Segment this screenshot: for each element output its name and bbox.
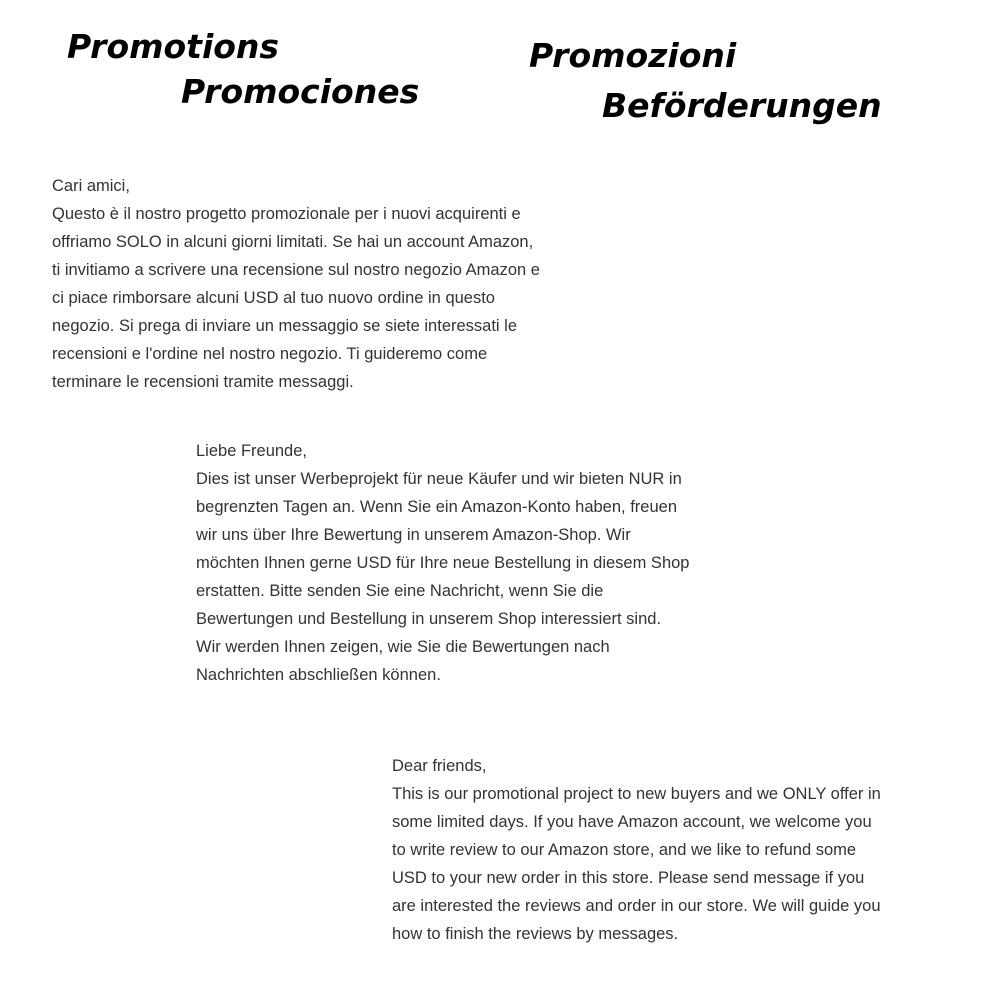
german-line: begrenzten Tagen an. Wenn Sie ein Amazon-Konto haben, freuen (196, 498, 677, 516)
english-line: to write review to our Amazon store, and we like to refund some (392, 841, 857, 859)
german-line: wir uns über Ihre Bewertung in unserem Amazon-Shop. Wir (196, 526, 631, 544)
german-line: Bewertungen und Bestellung in unserem Shop interessiert sind. (196, 610, 662, 628)
german-body (196, 465, 756, 689)
english-message (392, 752, 952, 948)
italian-line: terminare le recensioni tramite messaggi. (52, 373, 354, 391)
english-line: are interested the reviews and order in our store. We will guide you (392, 897, 881, 915)
english-line: USD to your new order in this store. Please send message if you (392, 869, 865, 887)
italian-line: recensioni e l'ordine nel nostro negozio. Ti guideremo come (52, 345, 488, 363)
italian-line: negozio. Si prega di inviare un messaggio se siete interessati le (52, 317, 518, 335)
heading-promozioni: Promozioni (529, 36, 737, 75)
heading-beforderungen: Beförderungen (602, 86, 882, 125)
italian-body (52, 200, 612, 396)
heading-promotions: Promotions (67, 27, 280, 66)
italian-line: ci piace rimborsare alcuni USD al tuo nuovo ordine in questo (52, 289, 495, 307)
german-line: Wir werden Ihnen zeigen, wie Sie die Bewertungen nach (196, 638, 610, 656)
english-line: This is our promotional project to new buyers and we ONLY offer in (392, 785, 881, 803)
german-greeting: Liebe Freunde, (196, 442, 307, 460)
german-line: erstatten. Bitte senden Sie eine Nachricht, wenn Sie die (196, 582, 604, 600)
italian-line: Questo è il nostro progetto promozionale per i nuovi acquirenti e (52, 205, 521, 223)
heading-promociones: Promociones (181, 72, 420, 111)
italian-line: offriamo SOLO in alcuni giorni limitati. Se hai un account Amazon, (52, 233, 534, 251)
english-body (392, 780, 952, 948)
english-greeting: Dear friends, (392, 757, 487, 775)
italian-message (52, 172, 612, 396)
german-line: Nachrichten abschließen können. (196, 666, 441, 684)
german-message (196, 437, 756, 689)
italian-line: ti invitiamo a scrivere una recensione sul nostro negozio Amazon e (52, 261, 540, 279)
english-line: some limited days. If you have Amazon account, we welcome you (392, 813, 872, 831)
german-line: Dies ist unser Werbeprojekt für neue Käufer und wir bieten NUR in (196, 470, 682, 488)
english-line: how to finish the reviews by messages. (392, 925, 679, 943)
italian-greeting: Cari amici, (52, 177, 130, 195)
german-line: möchten Ihnen gerne USD für Ihre neue Bestellung in diesem Shop (196, 554, 690, 572)
